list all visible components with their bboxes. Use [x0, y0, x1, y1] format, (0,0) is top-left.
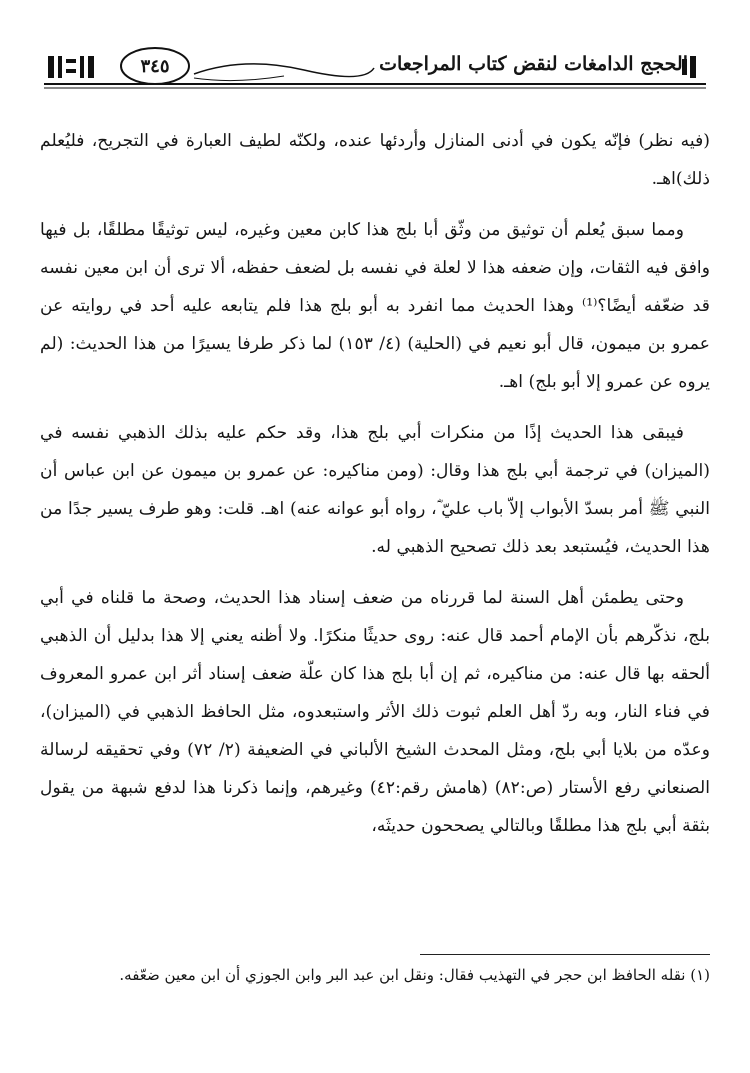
paragraph: وحتى يطمئن أهل السنة لما قررناه من ضعف إسناد هذا الحديث، وصحة ما قلناه في أبي بلج، نذكّرهم بأن الإمام أحمد قال عنه: روى حديثًا منكرًا. ولا أظنه يعني إلا هذا بدليل أن الذهبي ألحقه بها قال عنه: من مناكيره، ثم إن أبا بلج هذا كان علّة ضعف إسناد أثر ابن عمرو المعروف في فناء النار، وبه ردّ أهل العلم ثبوت ذلك الأثر واستبعدوه، مثل الحافظ الذهبي في (الميزان)، وعدّه من بلايا أبي بلج، ومثل المحدث الشيخ الألباني في الضعيفة (٢/ ٧٢) وفي تحقيقه لرسالة الصنعاني رفع الأستار (ص:٨٢) (هامش رقم:٤٢) وغيرهم، وإنما ذكرنا هذا لدفع شبهة من يقول بثقة أبي بلج هذا مطلقًا وبالتالي يصححون حديثَه،: [40, 588, 710, 836]
footnote: (١) نقله الحافظ ابن حجر في التهذيب فقال: ونقل ابن عبد البر وابن الجوزي أن ابن معين ضعّفه.: [119, 966, 710, 984]
running-title: الحجج الدامغات لنقض كتاب المراجعات: [379, 53, 688, 75]
page-header: [44, 44, 706, 94]
paragraph: فيبقى هذا الحديث إذًا من منكرات أبي بلج هذا، وقد حكم عليه بذلك الذهبي نفسه في (الميزان) في ترجمة أبي بلج هذا وقال: (ومن مناكيره: عن عمرو بن ميمون عن ابن عباس أن النبي ﷺ أمر بسدّ الأبواب إلاّ باب عليّ ؓ، رواه أبو عوانه عنه) اهـ. قلت: وهو طرف يسير جدًا من هذا الحديث، فيُستبعد بعد ذلك تصحيح الذهبي له.: [40, 423, 710, 557]
page-number: ٣٤٥: [140, 55, 170, 77]
paragraph: ومما سبق يُعلم أن توثيق من وثّق أبا بلج هذا كابن معين وغيره، ليس توثيقًا مطلقًا، بل فيها وافق فيه الثقات، وإن ضعفه هذا لا لعلة في نفسه بل لضعف حفظه، ألا ترى أن ابن معين نفسه قد ضعّفه أيضًا؟⁽¹⁾ وهذا الحديث مما انفرد به أبو بلج هذا فلم يتابعه عليه أحد في روايته عن عمرو بن ميمون، قال أبو نعيم في (الحلية) (٤/ ١٥٣) لما ذكر طرفا يسيرًا من هذا الحديث: (لم يروه عن عمرو إلا أبو بلج) اهـ.: [40, 220, 710, 392]
footnote-separator: [420, 954, 710, 955]
paragraph: (فيه نظر) فإنّه يكون في أدنى المنازل وأردئها عنده، ولكنّه لطيف العبارة في التجريح، فليُعلم ذلك)اهـ.: [40, 131, 710, 189]
main-text: [40, 122, 710, 858]
